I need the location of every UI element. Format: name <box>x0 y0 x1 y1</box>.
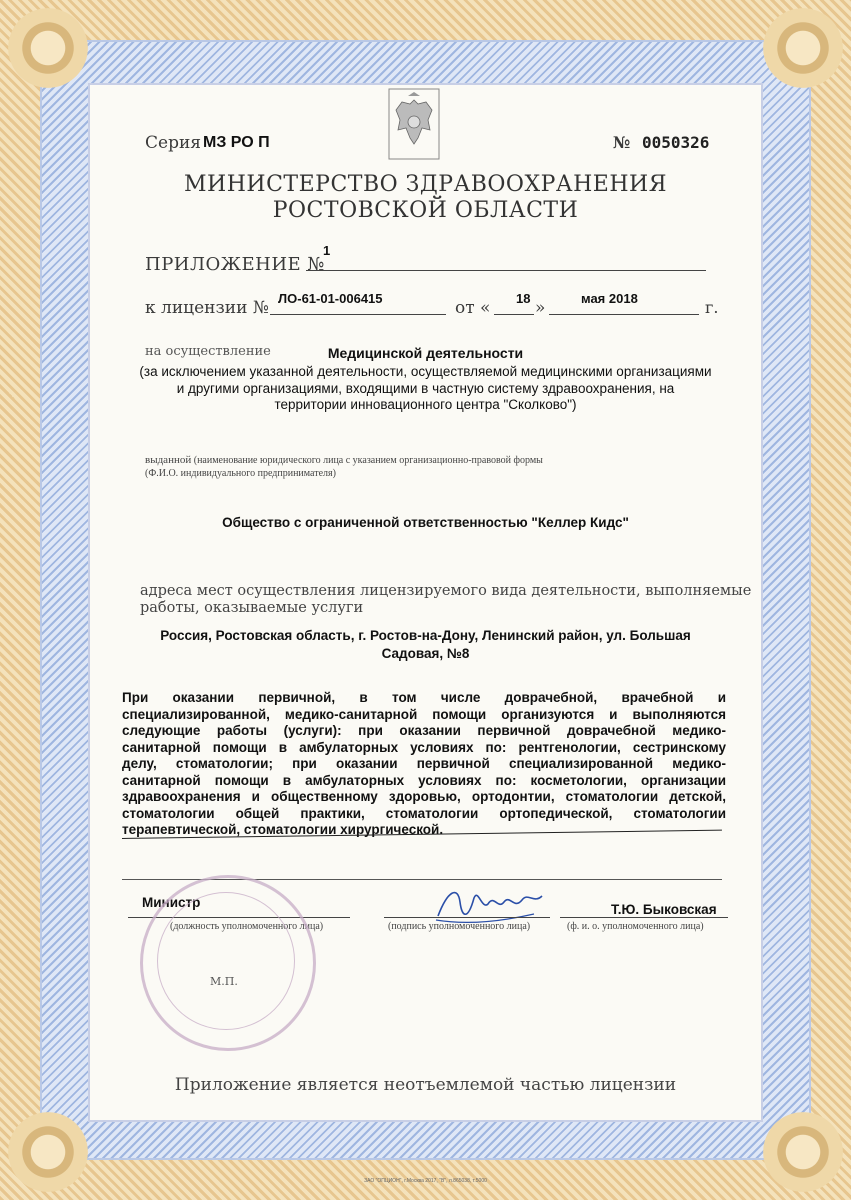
issued-hint-ip: (Ф.И.О. индивидуального предпринимателя) <box>145 468 336 479</box>
services-line: следующие работы (услуги): при оказании первичной доврачебной медико- <box>122 723 726 738</box>
services-line: санитарной помощи в амбулаторных условиях по: косметологии, организации <box>122 772 726 788</box>
organization-name: Общество с ограниченной ответственностью "Келлер Кидс" <box>222 515 629 530</box>
license-day-close: » <box>535 298 546 318</box>
signer-name: Т.Ю. Быковская <box>611 902 717 917</box>
activity-line: и другими организациями, входящими в частную систему здравоохранения, на <box>176 380 675 396</box>
appendix-label: ПРИЛОЖЕНИЕ № <box>145 254 325 275</box>
name-hint: (ф. и. о. уполномоченного лица) <box>567 921 704 932</box>
services-line: делу, стоматологии; при оказании первичной специализированной медико- <box>122 756 726 771</box>
license-date-prefix: от « <box>455 298 491 318</box>
document-number: 0050326 <box>642 133 710 152</box>
services-line: санитарной помощи в амбулаторных условиях по: рентгенологии, сестринскому <box>122 739 726 755</box>
stamp-seal <box>140 875 316 1051</box>
printer-imprint: ЗАО "ОПЦИОН", г.Москва 2017, "В", л.865038, т.5000 <box>364 1178 487 1184</box>
services-line: При оказании первичной, в том числе доврачебной, врачебной и <box>122 690 726 705</box>
activity-line: территории инновационного центра "Сколково") <box>274 397 577 412</box>
license-month-line <box>549 314 699 315</box>
license-number-line <box>270 314 446 315</box>
signature-line <box>384 917 550 918</box>
corner-ornament <box>763 1112 843 1192</box>
appendix-number: 1 <box>323 243 331 258</box>
signature-hint: (подпись уполномоченного лица) <box>388 921 531 932</box>
ministry-title-line2: РОСТОВСКОЙ ОБЛАСТИ <box>272 198 579 223</box>
address-value <box>110 627 741 663</box>
series-label: Серия <box>145 133 202 153</box>
address-line: Россия, Ростовская область, г. Ростов-на-Дону, Ленинский район, ул. Большая <box>160 628 691 643</box>
corner-ornament <box>8 8 88 88</box>
address-label-line2: работы, оказываемые услуги <box>140 600 364 616</box>
issued-hint: (наименование юридического лица с указанием организационно-правовой формы <box>193 455 543 466</box>
activity-label: на осуществление <box>145 344 271 359</box>
activity-line: (за исключением указанной деятельности, осуществляемой медицинскими организациями <box>139 364 712 379</box>
license-year-suffix: г. <box>705 298 719 317</box>
license-day-line <box>494 314 534 315</box>
license-month-year: мая 2018 <box>581 291 638 306</box>
ministry-title-line1: МИНИСТЕРСТВО ЗДРАВООХРАНЕНИЯ <box>184 172 667 197</box>
position-value: Министр <box>142 895 201 910</box>
activity-description <box>110 364 741 414</box>
corner-ornament <box>8 1112 88 1192</box>
address-label-line1: адреса мест осуществления лицензируемого вида деятельности, выполняемые <box>140 583 752 599</box>
corner-ornament <box>763 8 843 88</box>
name-line <box>560 917 728 918</box>
stamp-label: М.П. <box>210 975 238 988</box>
services-line: здравоохранения и общественному здоровью, ортодонтии, стоматологии детской, <box>122 789 726 804</box>
position-hint: (должность уполномоченного лица) <box>170 921 324 932</box>
services-line: специализированной, медико-санитарной помощи организуются и выполняются <box>122 706 726 722</box>
license-label: к лицензии № <box>145 298 269 318</box>
license-number: ЛО-61-01-006415 <box>278 291 383 306</box>
services-text <box>122 690 726 839</box>
services-line: терапевтической, стоматологии хирургической. <box>122 822 444 837</box>
series-value: МЗ РО П <box>203 134 270 151</box>
appendix-line <box>306 270 706 271</box>
activity-title: Медицинской деятельности <box>327 345 524 361</box>
coat-of-arms-icon <box>388 88 440 160</box>
address-line: Садовая, №8 <box>381 646 470 661</box>
services-line: стоматологии общей практики, стоматологии ортопедической, стоматологии <box>122 805 726 821</box>
license-day: 18 <box>516 291 531 306</box>
issued-block <box>145 454 715 466</box>
footer-note: Приложение является неотъемлемой частью лицензии <box>174 1075 677 1095</box>
issued-label: выданной <box>145 454 192 466</box>
number-label: № <box>613 133 631 152</box>
